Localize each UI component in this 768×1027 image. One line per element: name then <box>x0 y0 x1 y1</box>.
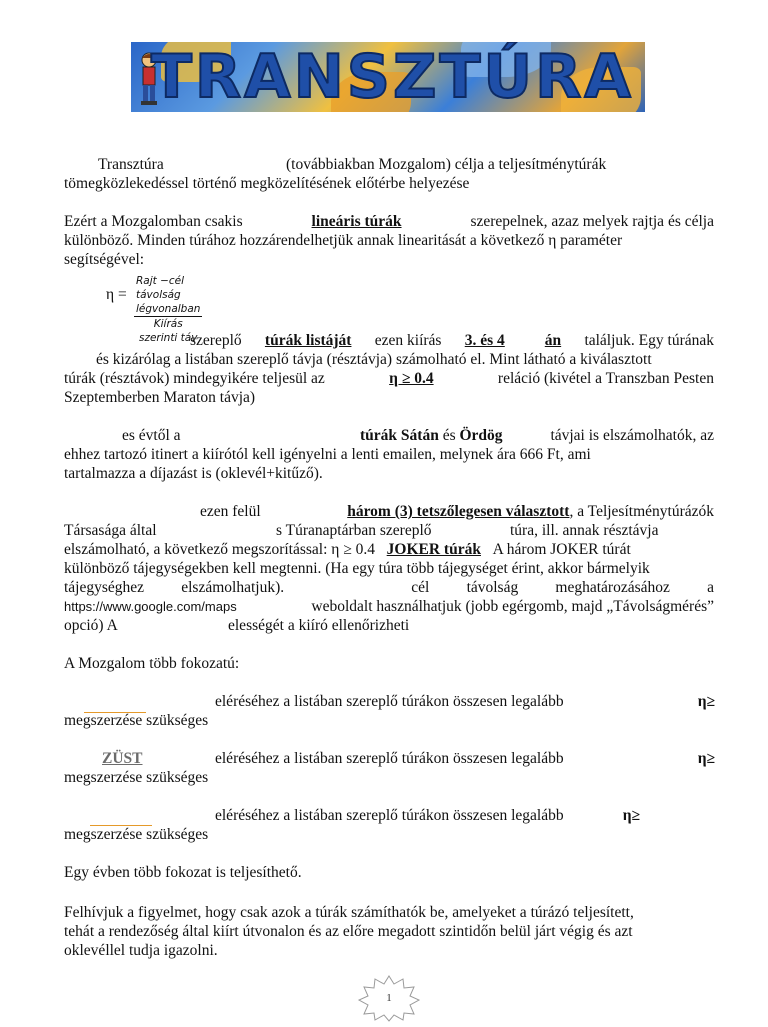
intro-line1-start: Transztúra <box>98 156 164 173</box>
level-text: eléréséhez a listában szereplő túrákon összesen legalább <box>215 750 564 767</box>
justify-row <box>64 446 714 464</box>
header-banner <box>131 42 645 112</box>
para7-line2 <box>64 923 714 941</box>
para4-start: es évtől a <box>122 427 181 444</box>
banner-title: TRANSZTÚRA <box>151 42 634 112</box>
eta-symbol: η = <box>106 286 127 303</box>
para4-text: ehhez tartozó itinert a kiírótól kell igényelni a lenti emailen, melynek ára 666 Ft, ami <box>64 446 591 463</box>
level-row-2 <box>215 750 715 768</box>
justify-row <box>215 693 715 711</box>
justify-row <box>64 598 714 616</box>
para3-line4: Szeptemberben Maraton távja) <box>64 389 256 406</box>
para2-line2: különböző. Minden túrához hozzárendelhetjük annak linearitását a következő η paraméter <box>64 232 623 249</box>
level-row-3 <box>215 807 640 825</box>
para3-text: találjuk. Egy túrának <box>584 332 714 349</box>
ordog-term: Ördög <box>459 427 503 444</box>
level-row-3-second: megszerzése szükséges <box>64 826 209 843</box>
tour-list-term: túrák listáját <box>264 332 352 349</box>
level-row-2-second: megszerzése szükséges <box>64 769 209 786</box>
para5-text: távolság <box>466 579 519 596</box>
eta-relation: η ≥ 0.4 <box>389 370 434 387</box>
para5-line3 <box>64 541 631 559</box>
para5-line2b: s Túranaptárban szereplő <box>276 522 432 539</box>
para2-text: Ezért a Mozgalomban csakis <box>64 213 243 230</box>
para7-line3: oklevéllel tudja igazolni. <box>64 942 218 959</box>
justify-row <box>64 370 714 388</box>
para5-line7b: elességét a kiíró ellenőrizheti <box>228 617 410 634</box>
justify-row <box>190 332 714 350</box>
justify-row <box>286 156 714 174</box>
para3-text: ezen kiírás <box>374 332 442 349</box>
eta-ge: η≥ <box>697 693 715 710</box>
justify-row <box>64 904 714 922</box>
para2-text: szerepelnek, azaz melyek rajtja és célja <box>470 213 714 230</box>
para3-line2: és kizárólag a listában szereplő távja (résztávja) számolható el. Mint látható a kiválasztott <box>96 351 652 368</box>
para5-line4: különböző tájegységekben kell megtenni. (Ha egy túra több tájegységet érint, akkor bármelyik <box>64 560 650 577</box>
para5-line6 <box>64 598 714 616</box>
eta-formula <box>106 275 201 344</box>
para5-text: elszámolható, a következő megszorítással: η ≥ 0.4 <box>64 541 376 558</box>
para5-text: meghatározásához <box>555 579 670 596</box>
eta-ge: η≥ <box>622 807 640 824</box>
level-row-1-second: megszerzése szükséges <box>64 712 209 729</box>
linear-tours-term: lineáris túrák <box>311 213 402 230</box>
para5-text: weboldalt használhatjuk (jobb egérgomb, majd „Távolságmérés” <box>311 598 714 615</box>
silver-label: ZÜST <box>102 750 143 767</box>
para5-text: tájegységhez <box>64 579 145 596</box>
para7-text: tehát a rendezőség által kiírt útvonalon és az előre megadott szintidőn belül járt végig és azt <box>64 923 633 940</box>
intro-text: (továbbiakban Mozgalom) célja a teljesítménytúrák <box>286 156 607 173</box>
para3-text: szereplő <box>190 332 242 349</box>
justify-row <box>64 579 714 597</box>
para3-line3 <box>64 370 714 388</box>
levels-intro: A Mozgalom több fokozatú: <box>64 655 240 672</box>
page-number-badge <box>357 974 421 1022</box>
silver-level-label <box>90 750 143 768</box>
para5-line2a: Társasága által <box>64 522 157 539</box>
google-maps-link[interactable]: https://www.google.com/maps <box>64 599 237 614</box>
para5-text: a <box>707 579 714 596</box>
justify-row <box>215 807 640 825</box>
para2-line3: segítségével: <box>64 251 145 268</box>
formula-denominator: Kiírás szerinti táv <box>138 318 198 344</box>
eta-ge: η≥ <box>697 750 715 767</box>
level-row-1 <box>215 693 715 711</box>
page-number: 1 <box>386 992 392 1004</box>
level-text: eléréséhez a listában szereplő túrákon összesen legalább <box>215 807 564 824</box>
para2-line1 <box>64 213 714 231</box>
para4-text: és <box>442 427 456 444</box>
para5-line1 <box>200 503 714 521</box>
appendix-ref-suffix: án <box>544 332 562 349</box>
para4-line3: tartalmazza a díjazást is (oklevél+kitűző). <box>64 465 323 482</box>
para5-text: cél <box>411 579 430 596</box>
justify-row <box>200 503 714 521</box>
intro-line2: tömegközlekedéssel történő megközelítésének előtérbe helyezése <box>64 175 470 192</box>
para6: Egy évben több fokozat is teljesíthető. <box>64 864 302 881</box>
para3-text: reláció (kivétel a Transzban Pesten <box>497 370 714 387</box>
para3-text: túrák (résztávok) mindegyikére teljesül az <box>64 370 325 387</box>
justify-row <box>360 427 714 445</box>
intro-line1-end <box>286 156 714 174</box>
justify-row <box>215 750 715 768</box>
justify-row <box>64 923 714 941</box>
formula-numerator: Rajt −cél távolság légvonalban <box>136 275 201 315</box>
para4-text: távjai is elszámolhatók, az <box>550 427 714 444</box>
para3-line1 <box>190 332 714 350</box>
para5-text: , a Teljesítménytúrázók <box>569 503 714 520</box>
justify-row <box>64 213 714 231</box>
para5-text: elszámolhatjuk). <box>181 579 285 596</box>
para5-line7a: opció) A <box>64 617 118 634</box>
para5-line5 <box>64 579 714 597</box>
para5-text: A három JOKER túrát <box>492 541 631 558</box>
para5-line2c: túra, ill. annak résztávja <box>510 522 659 539</box>
para5-text: ezen felül <box>200 503 261 520</box>
joker-term: JOKER túrák <box>386 541 481 558</box>
para4-line1 <box>360 427 714 445</box>
level-text: eléréséhez a listában szereplő túrákon összesen legalább <box>215 693 564 710</box>
para7-text: Felhívjuk a figyelmet, hogy csak azok a túrák számíthatók be, amelyeket a túrázó teljesített, <box>64 904 634 921</box>
three-chosen-term: három (3) tetszőlegesen választott <box>347 503 570 520</box>
appendix-ref: 3. és 4 <box>464 332 505 349</box>
satan-term: túrák Sátán <box>360 427 439 444</box>
para4-line2 <box>64 446 714 464</box>
para7-line1 <box>64 904 714 922</box>
